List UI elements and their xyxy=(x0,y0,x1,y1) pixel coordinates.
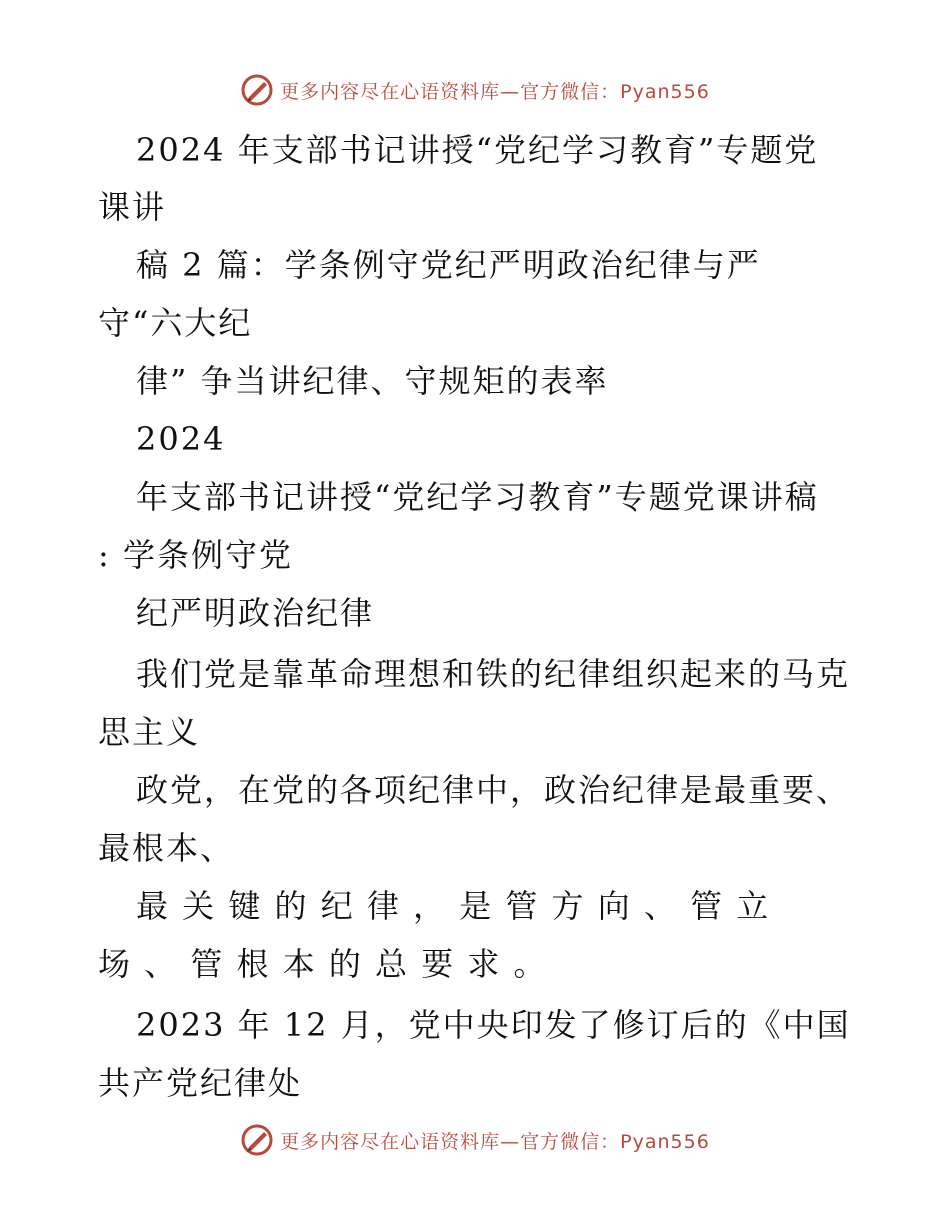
text-line-16: 2023 年 12 月，党中央印发了修订后的《中国 xyxy=(136,1006,851,1044)
text-line-1: 2024 年支部书记讲授“党纪学习教育”专题党 xyxy=(136,131,819,169)
text-line-10: 我们党是靠革命理想和铁的纪律组织起来的马克 xyxy=(136,655,851,693)
brand-logo-icon xyxy=(240,1123,274,1157)
text-line-8: : 学条例守党 xyxy=(98,536,293,574)
text-line-11: 思主义 xyxy=(98,713,201,751)
text-line-6: 2024 xyxy=(136,420,226,458)
text-line-7: 年支部书记讲授“党纪学习教育”专题党课讲稿 xyxy=(136,478,819,516)
text-line-9: 纪严明政治纪律 xyxy=(136,594,375,632)
text-line-15: 场 、 管 根 本 的 总 要 求 。 xyxy=(98,945,548,983)
text-line-4: 守“六大纪 xyxy=(98,304,253,342)
text-line-5: 律” 争当讲纪律、守规矩的表率 xyxy=(136,362,609,400)
footer-watermark-banner xyxy=(0,1120,950,1160)
text-line-17: 共产党纪律处 xyxy=(98,1064,303,1102)
text-line-14: 最 关 键 的 纪 律 ， 是 管 方 向 、 管 立 xyxy=(136,887,771,925)
text-line-13: 最根本、 xyxy=(98,829,235,867)
text-line-2: 课讲 xyxy=(98,188,167,226)
footer-banner-text: 更多内容尽在心语资料库—官方微信：Pyan556 xyxy=(280,1130,710,1153)
text-line-12: 政党，在党的各项纪律中，政治纪律是最重要、 xyxy=(136,771,851,809)
header-banner-text: 更多内容尽在心语资料库—官方微信：Pyan556 xyxy=(280,80,710,103)
text-line-3: 稿 2 篇：学条例守党纪严明政治纪律与严 xyxy=(136,246,761,284)
